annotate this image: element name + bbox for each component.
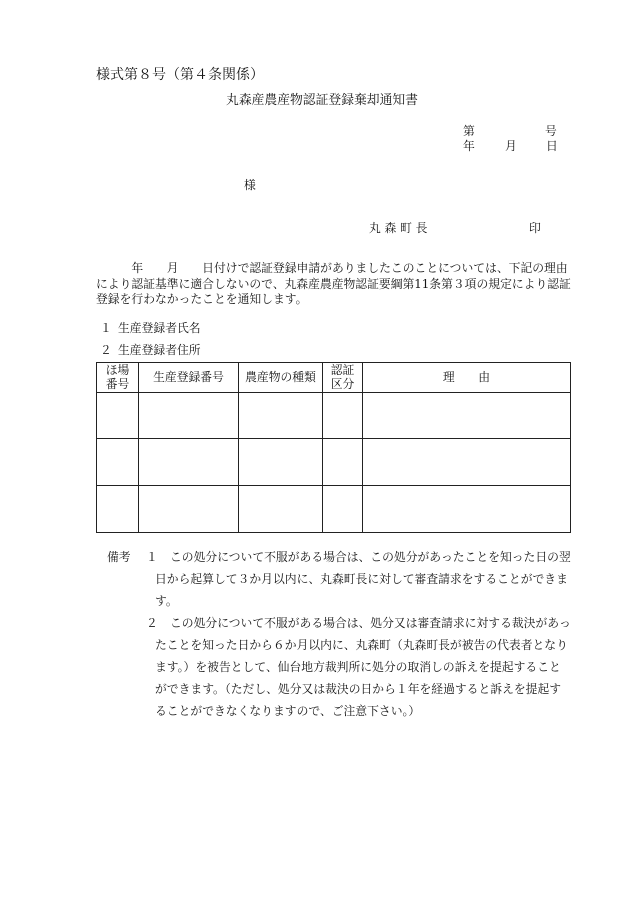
table-cell [239, 393, 323, 439]
date-day: 日 [546, 139, 558, 153]
table-cell [323, 439, 363, 486]
remark-line: ができます。（ただし、処分又は裁決の日から１年を経過すると訴えを提起す [155, 682, 562, 696]
table-cell [363, 393, 571, 439]
seal-mark: 印 [529, 221, 541, 235]
sender-name: 丸 森 町 長 [369, 221, 428, 235]
item-number: １ [100, 321, 112, 335]
document-title: 丸森産農産物認証登録棄却通知書 [226, 93, 418, 108]
table-cell [97, 439, 139, 486]
remark-line: この処分について不服がある場合は、処分又は審査請求に対する裁決があっ [170, 616, 571, 630]
remark-line: ることができなくなりますので、ご注意下さい。） [155, 704, 421, 718]
table-cell [363, 439, 571, 486]
header-product-type [239, 363, 323, 393]
header-text: 区分 [330, 376, 355, 391]
header-reason [363, 363, 571, 393]
date-year: 年 [463, 139, 475, 153]
table-row [97, 439, 571, 486]
table-header-row [97, 363, 571, 393]
notice-body-line: 年 月 日付けで認証登録申請がありましたこのことについては、下記の理由 [131, 261, 568, 275]
remarks-label: 備考 [107, 550, 131, 564]
header-text: 理 由 [442, 369, 491, 384]
table-cell [139, 486, 239, 533]
item-label-producer-address: 生産登録者住所 [118, 343, 201, 357]
table-cell [97, 486, 139, 533]
remark-line: 日から起算して３か月以内に、丸森町長に対して審査請求をすることができま [155, 572, 568, 586]
item-label-producer-name: 生産登録者氏名 [118, 321, 201, 335]
notice-body [96, 261, 576, 308]
header-registration-number [139, 363, 239, 393]
header-text: 番号 [105, 376, 130, 391]
notice-body-line: 登録を行わなかったことを通知します。 [96, 292, 308, 306]
header-field-number [97, 363, 139, 393]
remark-number: ２ [146, 616, 158, 630]
addressee-honorific: 様 [244, 178, 256, 192]
remark-line: たことを知った日から６か月以内に、丸森町（丸森町長が被告の代表者となり [155, 638, 568, 652]
table-cell [139, 393, 239, 439]
table-cell [323, 486, 363, 533]
notice-body-line: により認証基準に適合しないので、丸森産農産物認証要綱第11条第３項の規定により認証 [96, 276, 571, 291]
remark-line: ます。）を被告として、仙台地方裁判所に処分の取消しの訴えを提起すること [155, 660, 561, 674]
table-cell [323, 393, 363, 439]
remark-line: す。 [155, 594, 178, 608]
header-text: 認証 [330, 363, 355, 377]
date-month: 月 [505, 139, 517, 153]
table-row [97, 393, 571, 439]
table-row [97, 486, 571, 533]
document-number-suffix: 号 [545, 124, 557, 138]
table-cell [139, 439, 239, 486]
form-number: 様式第８号（第４条関係） [96, 67, 264, 83]
table-cell [239, 439, 323, 486]
header-text: ほ場 [105, 363, 130, 377]
document-number-prefix: 第 [463, 124, 475, 138]
registration-table [96, 362, 571, 533]
table-cell [239, 486, 323, 533]
table-cell [97, 393, 139, 439]
header-certification-category [323, 363, 363, 393]
remark-line: この処分について不服がある場合は、この処分があったことを知った日の翌 [170, 550, 571, 564]
remark-number: １ [146, 550, 158, 564]
header-text: 生産登録番号 [153, 369, 224, 384]
table-cell [363, 486, 571, 533]
header-text: 農産物の種類 [245, 369, 316, 384]
item-number: ２ [100, 343, 112, 357]
